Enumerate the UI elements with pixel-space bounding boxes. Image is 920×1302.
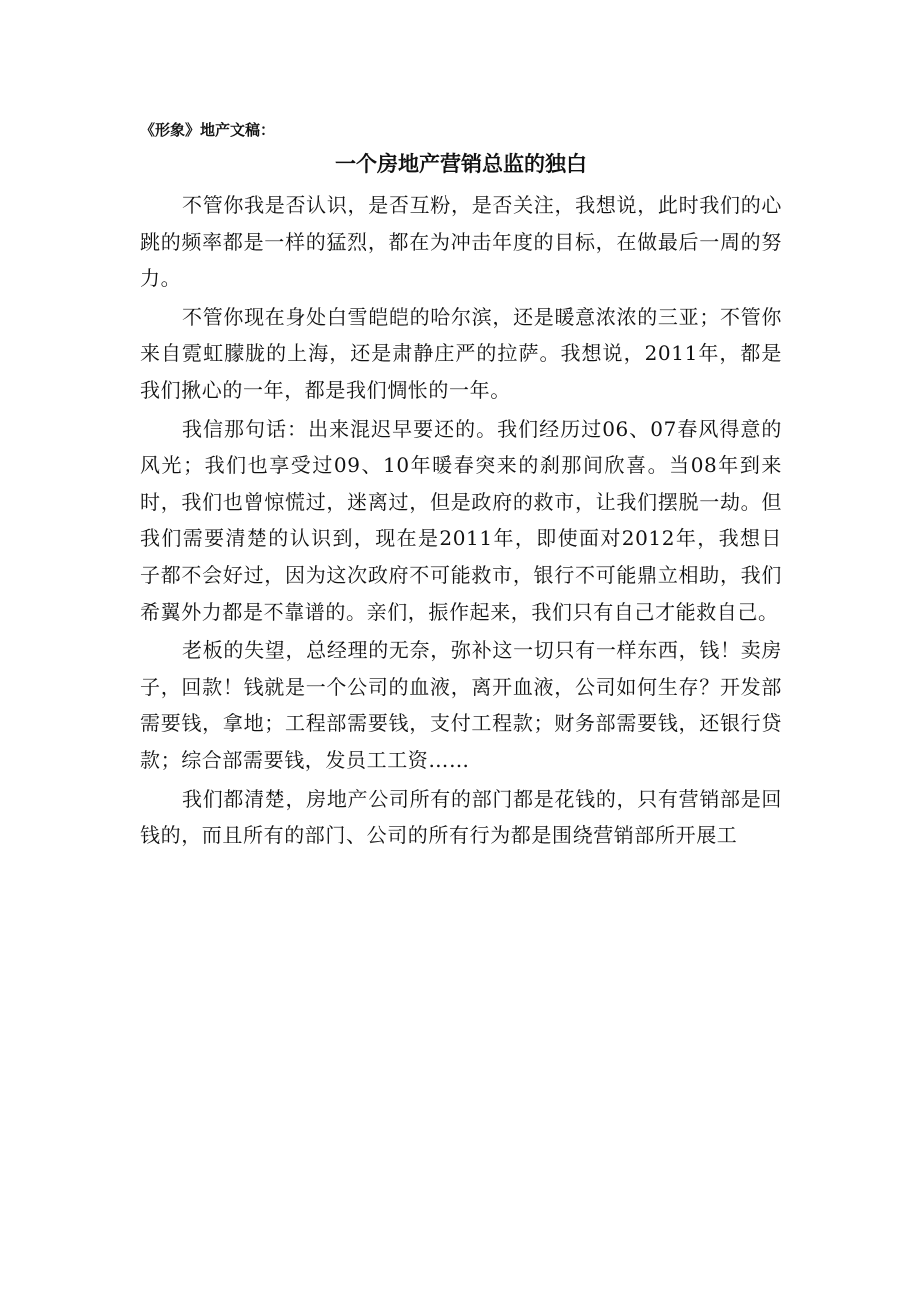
paragraph-4: 老板的失望，总经理的无奈，弥补这一切只有一样东西，钱！卖房子，回款！钱就是一个公司的血液，离开血液，公司如何生存？开发部需要钱，拿地；工程部需要钱，支付工程款；财务部需要钱，还银行贷款；综合部需要钱，发员工工资……	[140, 638, 782, 772]
document-page	[140, 118, 782, 856]
paragraph-3: 我信那句话：出来混迟早要还的。我们经历过06、07春风得意的风光；我们也享受过09、10年暖春突来的刹那间欣喜。当08年到来时，我们也曾惊慌过，迷离过，但是政府的救市，让我们摆脱一劫。但我们需要清楚的认识到，现在是2011年，即使面对2012年，我想日子都不会好过，因为这次政府不可能救市，银行不可能鼎立相助，我们希翼外力都是不靠谱的。亲们，振作起来，我们只有自己才能救自己。	[140, 416, 782, 624]
document-title: 一个房地产营销总监的独白	[335, 152, 587, 176]
paragraph-2: 不管你现在身处白雪皑皑的哈尔滨，还是暖意浓浓的三亚；不管你来自霓虹朦胧的上海，还是肃静庄严的拉萨。我想说，2011年，都是我们揪心的一年，都是我们惆怅的一年。	[140, 304, 782, 402]
document-label: 《形象》地产文稿：	[140, 121, 276, 139]
paragraph-1: 不管你我是否认识，是否互粉，是否关注，我想说，此时我们的心跳的频率都是一样的猛烈，都在为冲击年度的目标，在做最后一周的努力。	[140, 193, 782, 291]
paragraph-5: 我们都清楚，房地产公司所有的部门都是花钱的，只有营销部是回钱的，而且所有的部门、公司的所有行为都是围绕营销部所开展工	[140, 786, 782, 848]
